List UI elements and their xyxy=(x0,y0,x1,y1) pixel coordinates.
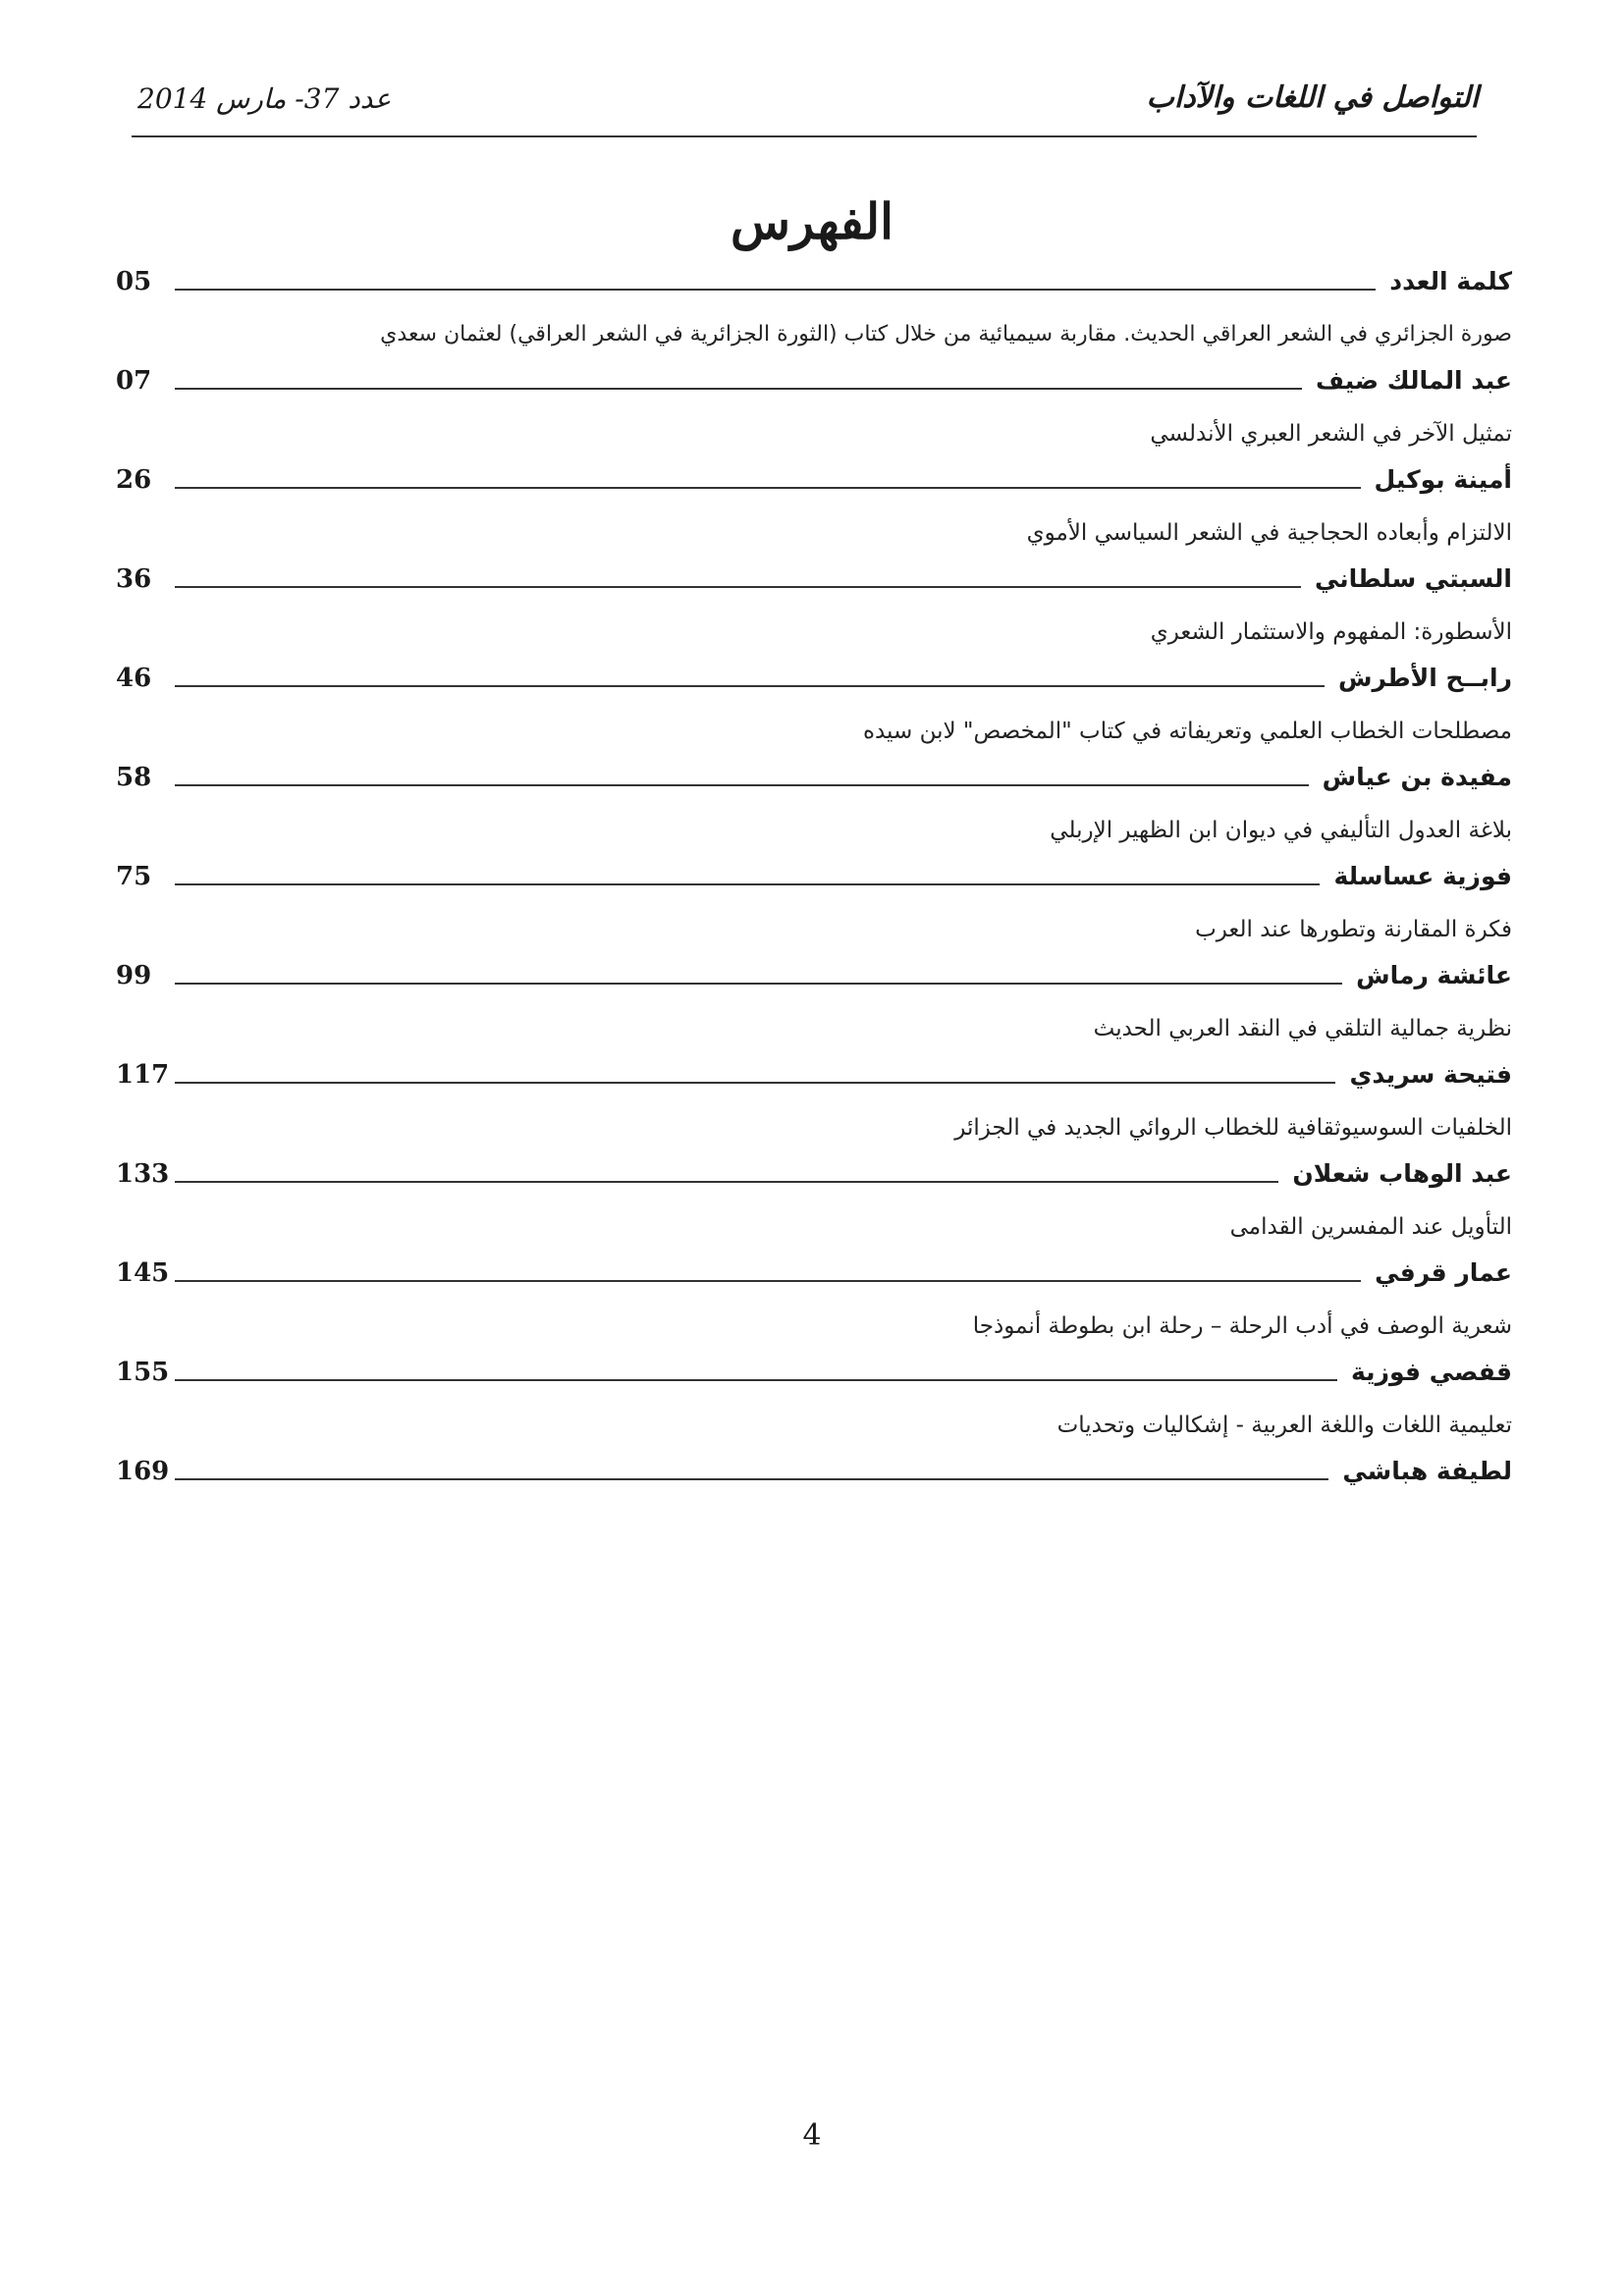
page-title: الفهرس xyxy=(730,192,894,250)
toc-article-title: نظرية جمالية التلقي في النقد العربي الحديث xyxy=(1093,1016,1512,1041)
toc-author-line xyxy=(116,461,1512,498)
issue-info: عدد 37- مارس 2014 xyxy=(137,82,392,115)
dotted-leader xyxy=(175,388,1302,390)
toc-entry xyxy=(116,263,1512,299)
toc-article-title: الأسطورة: المفهوم والاستثمار الشعري xyxy=(1150,619,1512,645)
page-number: 4 xyxy=(802,2118,822,2153)
toc-author: قفصي فوزية xyxy=(1351,1358,1512,1386)
header-rule xyxy=(132,135,1477,137)
toc-author-line xyxy=(116,1354,1512,1390)
toc-entry xyxy=(116,1291,1512,1390)
toc-entry xyxy=(116,795,1512,894)
dotted-leader xyxy=(175,289,1376,291)
toc-page-number: 133 xyxy=(116,1159,170,1189)
toc-author-line xyxy=(116,660,1512,696)
toc-author: عبد المالك ضيف xyxy=(1315,366,1512,395)
toc-entry xyxy=(116,299,1512,399)
toc-page-number: 145 xyxy=(116,1258,170,1288)
toc-author-line xyxy=(116,957,1512,993)
toc-entry xyxy=(116,597,1512,696)
dotted-leader xyxy=(175,685,1325,687)
toc-article-title: بلاغة العدول التأليفي في ديوان ابن الظهير الإربلي xyxy=(1050,818,1512,843)
toc-article-title: الخلفيات السوسيوثقافية للخطاب الروائي الجديد في الجزائر xyxy=(954,1115,1512,1141)
toc-author: كلمة العدد xyxy=(1389,267,1512,295)
toc-author: عمار قرفي xyxy=(1375,1258,1512,1287)
dotted-leader xyxy=(175,1082,1335,1084)
toc-entry xyxy=(116,399,1512,498)
toc-entry xyxy=(116,1192,1512,1291)
toc-entry xyxy=(116,894,1512,993)
toc-entry xyxy=(116,993,1512,1093)
toc-page-number: 75 xyxy=(116,862,152,891)
toc-article-title: التأويل عند المفسرين القدامى xyxy=(1229,1214,1512,1240)
toc-article-title: فكرة المقارنة وتطورها عند العرب xyxy=(1195,917,1512,942)
toc-author-line xyxy=(116,1155,1512,1192)
toc-author: عائشة رماش xyxy=(1356,961,1512,989)
dotted-leader xyxy=(175,586,1301,588)
toc-author-line xyxy=(116,362,1512,399)
table-of-contents xyxy=(116,263,1512,1489)
toc-author: رابــح الأطرش xyxy=(1338,664,1512,692)
toc-page-number: 169 xyxy=(116,1457,170,1486)
toc-author: عبد الوهاب شعلان xyxy=(1292,1159,1512,1188)
dotted-leader xyxy=(175,1478,1328,1480)
toc-article-title: شعرية الوصف في أدب الرحلة – رحلة ابن بطوطة أنموذجا xyxy=(972,1313,1512,1339)
toc-entry xyxy=(116,498,1512,597)
toc-page-number: 117 xyxy=(116,1060,170,1090)
toc-page-number: 46 xyxy=(116,664,152,693)
toc-author: لطيفة هباشي xyxy=(1342,1457,1512,1485)
dotted-leader xyxy=(175,487,1361,489)
toc-page-number: 58 xyxy=(116,763,152,792)
toc-page-number: 36 xyxy=(116,564,152,594)
toc-article-title: مصطلحات الخطاب العلمي وتعريفاته في كتاب "المخصص" لابن سيده xyxy=(862,719,1512,744)
dotted-leader xyxy=(175,784,1309,786)
toc-page-number: 05 xyxy=(116,267,152,296)
toc-author-line xyxy=(116,1056,1512,1093)
toc-page-number: 26 xyxy=(116,465,152,495)
toc-author: السبتي سلطاني xyxy=(1314,564,1512,593)
toc-author: فتيحة سريدي xyxy=(1349,1060,1512,1089)
journal-name: التواصل في اللغات والآداب xyxy=(1146,80,1479,115)
toc-entry xyxy=(116,1093,1512,1192)
toc-page-number: 07 xyxy=(116,366,152,396)
toc-author-line xyxy=(116,263,1512,299)
toc-article-title: الالتزام وأبعاده الحجاجية في الشعر السياسي الأموي xyxy=(1026,520,1512,546)
dotted-leader xyxy=(175,983,1342,985)
toc-entry xyxy=(116,1390,1512,1489)
toc-author: أمينة بوكيل xyxy=(1374,465,1512,494)
toc-author-line xyxy=(116,561,1512,597)
dotted-leader xyxy=(175,1379,1337,1381)
toc-entry xyxy=(116,696,1512,795)
toc-page-number: 155 xyxy=(116,1358,170,1387)
toc-author: فوزية عساسلة xyxy=(1333,862,1512,890)
toc-article-title: صورة الجزائري في الشعر العراقي الحديث. مقاربة سيميائية من خلال كتاب (الثورة الجزائرية في الشعر العراقي) لعثمان سعدي xyxy=(380,322,1512,347)
toc-author-line xyxy=(116,1453,1512,1489)
toc-page-number: 99 xyxy=(116,961,152,990)
dotted-leader xyxy=(175,883,1320,885)
toc-article-title: تعليمية اللغات واللغة العربية - إشكاليات وتحديات xyxy=(1056,1413,1512,1438)
dotted-leader xyxy=(175,1181,1278,1183)
toc-author-line xyxy=(116,858,1512,894)
toc-author-line xyxy=(116,759,1512,795)
toc-author-line xyxy=(116,1255,1512,1291)
dotted-leader xyxy=(175,1280,1361,1282)
toc-author: مفيدة بن عياش xyxy=(1322,763,1512,791)
toc-article-title: تمثيل الآخر في الشعر العبري الأندلسي xyxy=(1150,421,1512,447)
